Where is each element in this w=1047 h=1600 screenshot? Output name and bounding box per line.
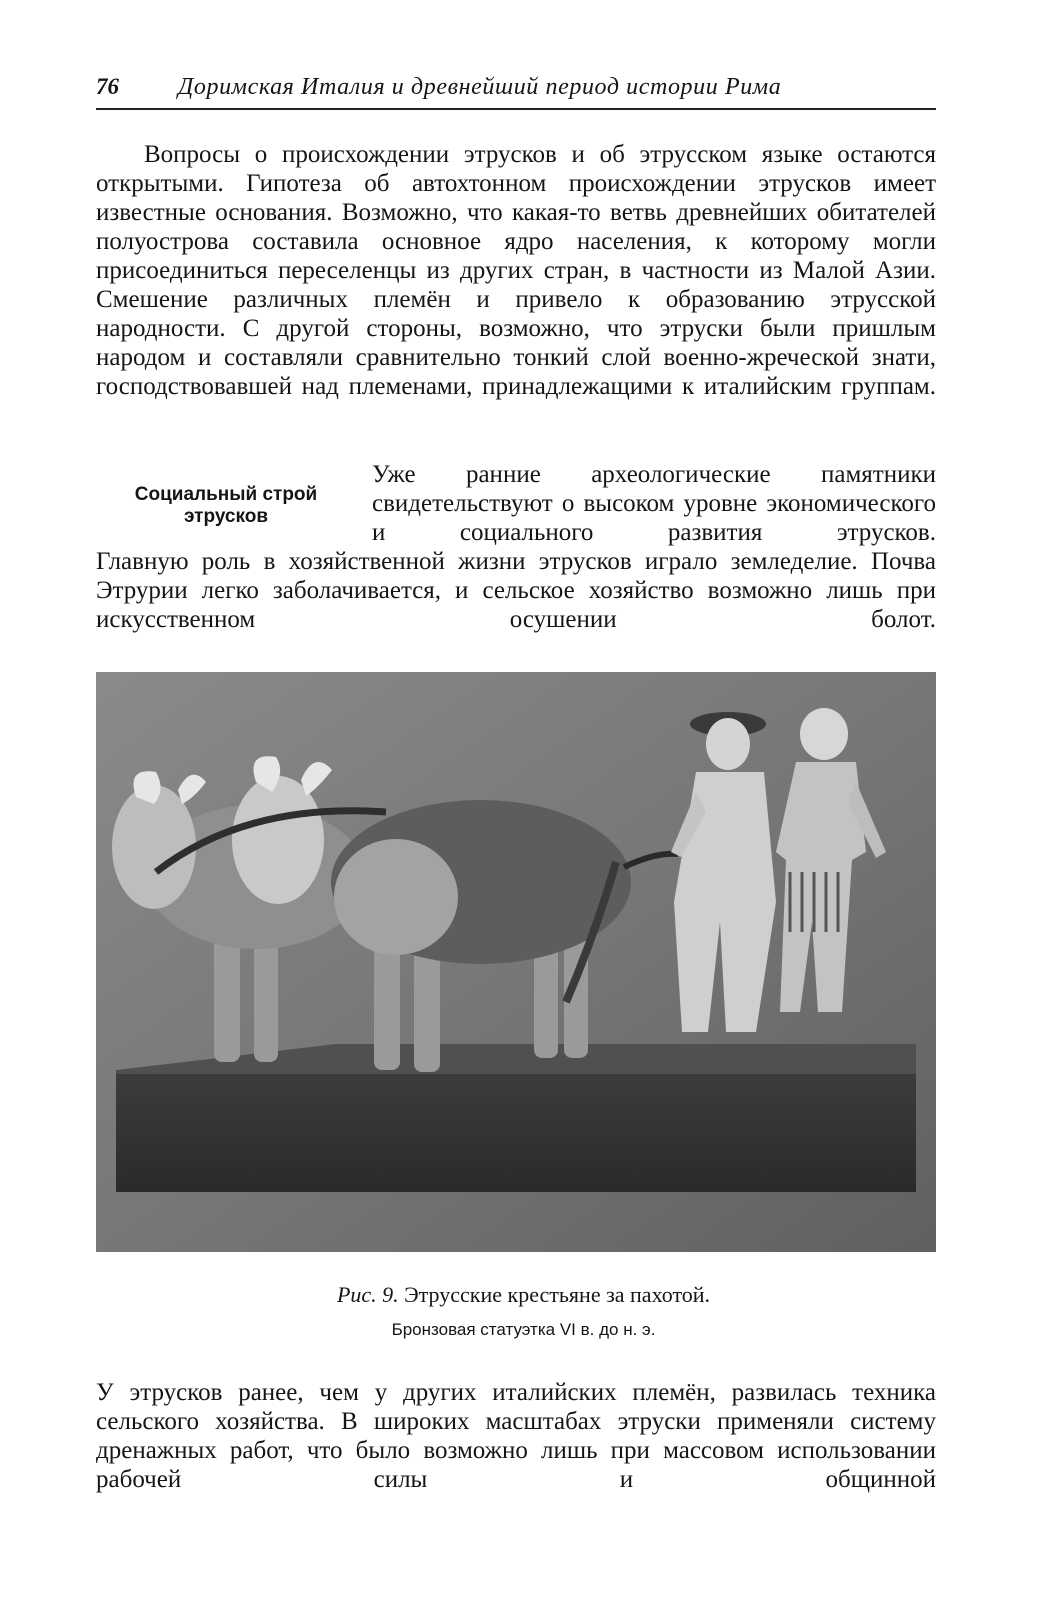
paragraph-social-intro: Уже ранние археологические памятники свидетельствуют о высоком уровне экономического и социального развития этрусков.: [372, 461, 936, 546]
side-heading: Социальный строй этрусков: [134, 484, 318, 527]
running-title: Доримская Италия и древнейший период истории Рима: [178, 74, 782, 100]
paragraph-agriculture: Главную роль в хозяйственной жизни этрусков играло земледелие. Почва Этрурии легко заболачивается, и сельское хозяйство возможно лишь при искусственном осушении болот.: [96, 548, 936, 633]
page-header: [96, 72, 936, 110]
figure-label: Рис. 9.: [336, 1282, 399, 1307]
paragraph-technique: У этрусков ранее, чем у других италийских племён, развилась техника сельского хозяйства. В широких масштабах этруски применяли систему дренажных работ, что было возможно лишь при массовом использовании рабочей силы и общинной: [96, 1379, 936, 1493]
figure-statuette-photo: [96, 672, 936, 1252]
paragraph-origins: Вопросы о происхождении этрусков и об этрусском языке остаются открытыми. Гипотеза об автохтонном происхождении этрусков имеет известные основания. Возможно, что какая-то ветвь древнейших обитателей полуострова составила основное ядро населения, к которому могли присоединиться переселенцы из других стран, в частности из Малой Азии. Смешение различных племён и привело к образованию этрусской народности. С другой стороны, возможно, что этруски были пришлым народом и составляли сравнительно тонкий слой военно-жреческой знати, господствовавшей над племенами, принадлежащими к италийским группам.: [96, 141, 936, 400]
figure-caption-text: Этрусские крестьяне за пахотой.: [404, 1282, 711, 1307]
figure-subcaption: Бронзовая статуэтка VI в. до н. э.: [391, 1320, 656, 1339]
figure-caption: [0, 1282, 1047, 1308]
page-number: 76: [96, 74, 119, 99]
